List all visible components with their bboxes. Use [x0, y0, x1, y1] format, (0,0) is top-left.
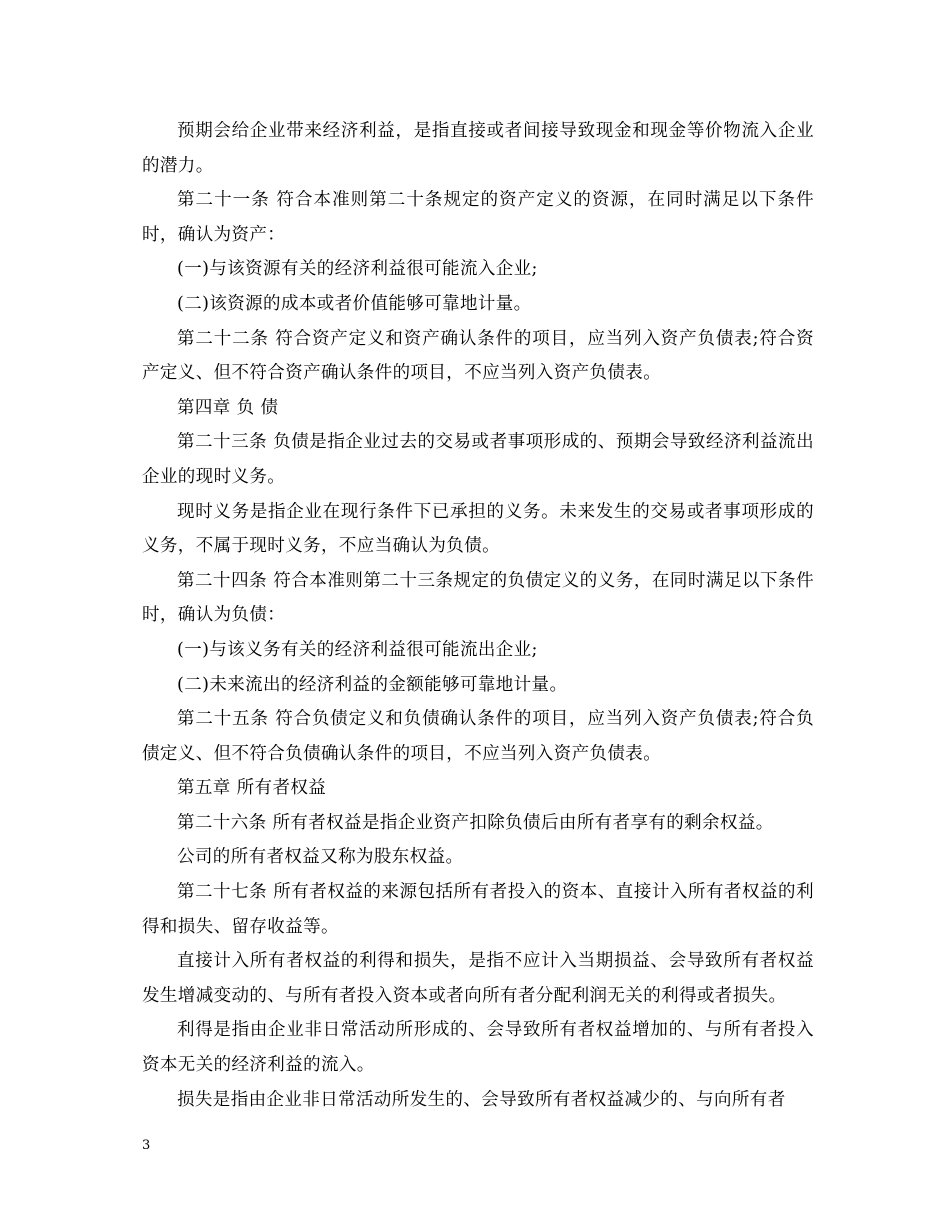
paragraph: 现时义务是指企业在现行条件下已承担的义务。未来发生的交易或者事项形成的义务，不属于现时义务，不应当确认为负债。 — [142, 501, 814, 557]
article-21: 第二十一条 符合本准则第二十条规定的资产定义的资源，在同时满足以下条件时，确认为资产： — [142, 190, 814, 245]
chapter-heading-5: 第五章 所有者权益 — [177, 778, 327, 799]
paragraph: 直接计入所有者权益的利得和损失，是指不应计入当期损益、会导致所有者权益发生增减变动的、与所有者投入资本或者向所有者分配利润无关的利得或者损失。 — [142, 951, 814, 1006]
article-23: 第二十三条 负债是指企业过去的交易或者事项形成的、预期会导致经济利益流出企业的现时义务。 — [142, 432, 814, 487]
chapter-heading-4: 第四章 负 债 — [177, 397, 279, 418]
article-24-item-1: (一)与该义务有关的经济利益很可能流出企业; — [177, 639, 538, 660]
article-22: 第二十二条 符合资产定义和资产确认条件的项目，应当列入资产负债表;符合资产定义、但不符合资产确认条件的项目，不应当列入资产负债表。 — [142, 328, 814, 384]
page-number: 3 — [142, 1138, 151, 1153]
article-27: 第二十七条 所有者权益的来源包括所有者投入的资本、直接计入所有者权益的利得和损失、留存收益等。 — [142, 882, 814, 937]
article-21-item-2: (二)该资源的成本或者价值能够可靠地计量。 — [177, 293, 532, 314]
paragraph: 损失是指由企业非日常活动所发生的、会导致所有者权益减少的、与向所有者 — [177, 1089, 786, 1110]
article-21-item-1: (一)与该资源有关的经济利益很可能流入企业; — [177, 259, 538, 280]
paragraph: 公司的所有者权益又称为股东权益。 — [177, 847, 464, 868]
paragraph: 利得是指由企业非日常活动所形成的、会导致所有者权益增加的、与所有者投入资本无关的经济利益的流入。 — [142, 1020, 814, 1076]
article-24: 第二十四条 符合本准则第二十三条规定的负债定义的义务，在同时满足以下条件时，确认为负债： — [142, 570, 814, 626]
paragraph: 预期会给企业带来经济利益，是指直接或者间接导致现金和现金等价物流入企业的潜力。 — [142, 121, 814, 176]
document-body — [142, 114, 814, 1117]
article-25: 第二十五条 符合负债定义和负债确认条件的项目，应当列入资产负债表;符合负债定义、但不符合负债确认条件的项目，不应当列入资产负债表。 — [142, 709, 814, 764]
article-26: 第二十六条 所有者权益是指企业资产扣除负债后由所有者享有的剩余权益。 — [177, 812, 774, 833]
article-24-item-2: (二)未来流出的经济利益的金额能够可靠地计量。 — [177, 674, 568, 695]
